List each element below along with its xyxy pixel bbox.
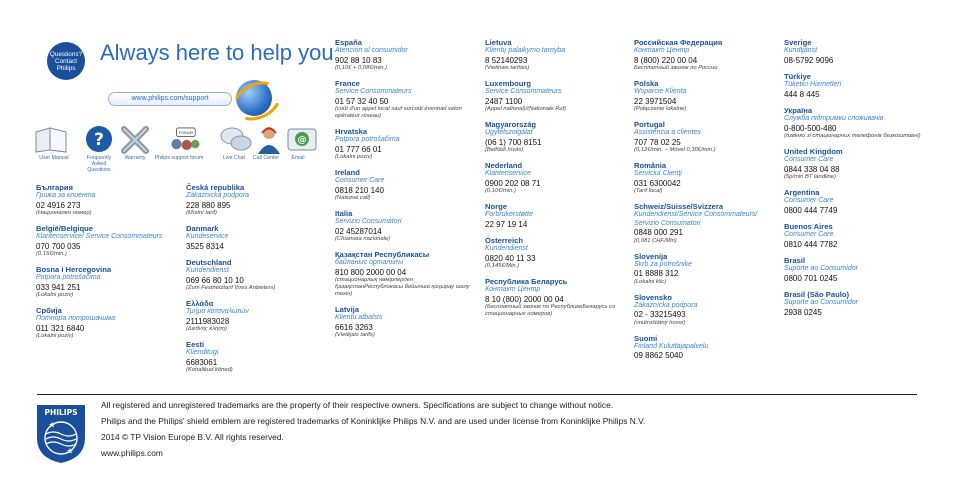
contact-entry bbox=[485, 79, 630, 113]
contact-entry bbox=[36, 265, 181, 299]
contact-entry bbox=[634, 79, 779, 113]
call-rate-note: (Lokalni poziv) bbox=[335, 154, 373, 160]
bubble-line-3: Philips bbox=[56, 64, 76, 72]
phone-number: 3525 8314 bbox=[186, 241, 224, 251]
service-name: Kundendienst bbox=[186, 267, 229, 274]
service-name: Τμήμα καταναλωτών bbox=[186, 308, 249, 315]
warranty-label: Warranty bbox=[124, 155, 146, 161]
phone-number: 0818 210 140 bbox=[335, 185, 384, 195]
country-name: België/Belgique bbox=[36, 224, 93, 233]
service-name: Kundendienst/Service Consommateurs/ Servizio Consumatori bbox=[634, 211, 758, 227]
call-rate-note: (Místní tarif) bbox=[186, 210, 217, 216]
country-name: Österreich bbox=[485, 236, 523, 245]
contact-entry bbox=[335, 38, 480, 72]
service-name: Forbrukerstøtte bbox=[485, 211, 533, 218]
country-name: România bbox=[634, 161, 667, 170]
contact-entry bbox=[784, 188, 929, 215]
call-center-icon[interactable] bbox=[252, 124, 286, 154]
legal-line-philips: Philips and the Philips' shield emblem are registered trademarks of Koninklijke Philips N.V. and are used under license from Koninklijke Philips N.V. bbox=[101, 416, 646, 427]
service-name: Finland Kuluttajapalvelu bbox=[634, 342, 709, 350]
phone-number: 22 97 19 14 bbox=[485, 219, 528, 229]
country-name: Brasil bbox=[784, 256, 806, 265]
country-name: Argentina bbox=[784, 188, 820, 197]
country-name: Республика Беларусь bbox=[485, 277, 568, 286]
faq-icon[interactable] bbox=[82, 124, 116, 154]
contact-entry bbox=[634, 293, 779, 327]
call-rate-note: (Połączenie lokalne) bbox=[634, 106, 687, 112]
phone-number: 0900 202 08 71 bbox=[485, 178, 541, 188]
country-name: Eesti bbox=[186, 340, 205, 349]
country-name: Danmark bbox=[186, 224, 219, 233]
contact-entry bbox=[784, 290, 929, 317]
call-rate-note: (Belföldi hívás) bbox=[485, 147, 524, 153]
service-name: Potpora potrošačima bbox=[335, 136, 400, 143]
country-name: France bbox=[335, 79, 360, 88]
phone-number: 01 777 66 01 bbox=[335, 144, 382, 154]
call-rate-note: (Zum Festnetztarif Ihres Anbieters) bbox=[186, 285, 276, 291]
svg-text:?: ? bbox=[94, 130, 104, 150]
phone-number: (06 1) 700 8151 bbox=[485, 137, 542, 147]
service-name: Kundeservice bbox=[186, 233, 229, 240]
contact-entry bbox=[335, 209, 480, 243]
country-name: Česká republika bbox=[186, 183, 245, 192]
service-name: Consumer Care bbox=[784, 231, 834, 238]
phone-number: 0844 338 04 88 bbox=[784, 164, 840, 174]
contact-entry bbox=[186, 258, 331, 292]
phone-number: 0820 40 11 33 bbox=[485, 253, 536, 263]
call-rate-note: (Lokalni klic) bbox=[634, 278, 667, 285]
phone-number: 02 4916 273 bbox=[36, 200, 81, 210]
country-name: Italia bbox=[335, 209, 353, 218]
forum-label: Philips support forum bbox=[154, 155, 204, 161]
footer-divider bbox=[37, 394, 917, 395]
service-name: Контакт Центр bbox=[634, 47, 690, 54]
contact-entry bbox=[485, 161, 630, 195]
call-rate-note: (Lokalni poziv) bbox=[36, 333, 74, 339]
live-chat-label: Live Chat bbox=[223, 155, 245, 161]
contact-entry bbox=[485, 277, 630, 318]
phone-number: 09 8862 5040 bbox=[634, 351, 683, 360]
call-rate-note: (стационарлық нөмірлерден ҚазақстанРеспубликасы бойынша қоңырау шалу тегін) bbox=[335, 277, 470, 297]
svg-text:@: @ bbox=[297, 135, 307, 146]
call-rate-note: (vnútroštátny hovor) bbox=[634, 319, 686, 326]
contact-entry bbox=[634, 252, 779, 286]
user-manual-icon[interactable] bbox=[34, 124, 68, 154]
contact-entry bbox=[335, 250, 480, 298]
country-name: Türkiye bbox=[784, 72, 812, 81]
service-name: Serviciul Clienţi bbox=[634, 170, 682, 177]
phone-number: 033 941 251 bbox=[36, 282, 81, 292]
call-rate-note: (Kohalikud kõned) bbox=[186, 367, 233, 373]
service-name: Контакт Центр bbox=[485, 286, 541, 293]
phone-number: 069 66 80 10 10 bbox=[186, 275, 244, 285]
service-name: Klantenservice/ Service Consommateurs bbox=[36, 233, 163, 240]
country-name: Србија bbox=[36, 306, 62, 315]
country-name: Polska bbox=[634, 79, 659, 88]
svg-text:FORUM: FORUM bbox=[178, 129, 193, 135]
call-rate-note: (0,10€/min.) bbox=[485, 188, 516, 194]
country-name: Luxembourg bbox=[485, 79, 531, 88]
service-name: Consumer Care bbox=[784, 156, 834, 163]
service-name: Klientu atbalsts bbox=[335, 314, 383, 321]
call-rate-note: (Chiamata nazionale) bbox=[335, 236, 391, 242]
country-name: Portugal bbox=[634, 120, 665, 129]
contact-entry bbox=[186, 224, 331, 251]
phone-number: 0848 000 291 bbox=[634, 228, 683, 237]
support-url-link[interactable]: www.philips.com/support bbox=[108, 92, 232, 106]
phone-number: 0800 701 0245 bbox=[784, 273, 838, 283]
call-rate-note: (Национален номер) bbox=[36, 210, 92, 216]
legal-line-trademarks: All registered and unregistered trademarks are the property of their respective owners. Specifications are subject to change without notice. bbox=[101, 400, 614, 410]
philips-shield-logo bbox=[34, 402, 88, 464]
phone-number: 810 800 2000 00 04 bbox=[335, 267, 407, 277]
phone-number: 011 321 6840 bbox=[36, 323, 85, 333]
phone-number: 2111983028 bbox=[186, 316, 230, 326]
phone-number: 6616 3263 bbox=[335, 322, 373, 332]
live-chat-icon[interactable] bbox=[219, 124, 253, 154]
footer-website-link[interactable]: www.philips.com bbox=[101, 448, 163, 459]
call-rate-note: (coût d'un appel local sauf surcoût éventuel selon opérateur réseau) bbox=[335, 106, 462, 119]
service-name: Suporte ao Consumidor bbox=[784, 265, 858, 272]
service-name: Грижа за клиента bbox=[36, 192, 96, 199]
country-name: Қазақстан Республикасы bbox=[335, 250, 430, 259]
service-name: Zákaznická podpora bbox=[186, 192, 250, 199]
phone-number: 902 88 10 83 bbox=[335, 55, 382, 65]
contact-entry bbox=[485, 120, 630, 154]
phone-number: 8 10 (800) 2000 00 04 bbox=[485, 294, 564, 304]
service-name: Klantenservice bbox=[485, 170, 531, 177]
contact-entry bbox=[634, 120, 779, 154]
country-name: Magyarország bbox=[485, 120, 537, 129]
contact-entry bbox=[485, 236, 630, 270]
call-rate-note: (National call) bbox=[335, 195, 371, 201]
country-name: Україна bbox=[784, 106, 813, 115]
country-name: Lietuva bbox=[485, 38, 512, 47]
contact-entry bbox=[784, 222, 929, 249]
contact-entry bbox=[485, 38, 630, 72]
country-name: Ελλάδα bbox=[186, 299, 214, 308]
contact-column bbox=[186, 183, 331, 381]
phone-number: 02 - 33215493 bbox=[634, 310, 686, 319]
contact-entry bbox=[335, 79, 480, 120]
service-name: Assistência a clientes bbox=[634, 129, 701, 136]
service-name: Suporte ao Consumidor bbox=[784, 299, 858, 306]
email-label: Email bbox=[291, 155, 305, 161]
phone-number: 01 57 32 40 50 bbox=[335, 96, 389, 106]
contact-entry bbox=[634, 161, 779, 195]
email-icon[interactable] bbox=[285, 124, 319, 154]
phone-number: 2487 1100 bbox=[485, 96, 523, 106]
service-name: Wsparcie Klienta bbox=[634, 88, 687, 95]
bubble-line-2: Contact bbox=[54, 57, 78, 65]
service-name: Consumer Care bbox=[784, 197, 834, 204]
phone-number: 031 6300042 bbox=[634, 178, 681, 188]
country-name: Sverige bbox=[784, 38, 812, 47]
call-rate-note: (Tarif local) bbox=[634, 188, 663, 194]
country-name: Schweiz/Suisse/Svizzera bbox=[634, 202, 724, 211]
contact-column bbox=[36, 183, 181, 347]
service-name: Potpora potrošačima bbox=[36, 274, 101, 281]
phone-number: 08-5792 9096 bbox=[784, 55, 834, 65]
phone-number: 0-800-500-480 bbox=[784, 123, 837, 133]
country-name: Brasil (São Paulo) bbox=[784, 290, 849, 299]
faq-label: Frequently Asked Questions bbox=[86, 155, 112, 173]
contact-entry bbox=[784, 72, 929, 99]
page-title: Always here to help you bbox=[100, 40, 334, 65]
country-name: Deutschland bbox=[186, 258, 232, 267]
phone-number: 228 880 895 bbox=[186, 200, 231, 210]
call-rate-note: Бесплатный звонок по России bbox=[634, 65, 718, 71]
service-name: Tüketici Hizmetleri bbox=[784, 81, 842, 88]
globe-orbit-icon bbox=[227, 74, 288, 128]
contact-entry bbox=[784, 106, 929, 140]
contact-column bbox=[335, 38, 480, 346]
country-name: Bosna i Hercegovina bbox=[36, 265, 112, 274]
contact-entry bbox=[634, 334, 779, 361]
country-name: Latvija bbox=[335, 305, 360, 314]
country-name: България bbox=[36, 183, 73, 192]
service-name: Klientų palaikymo tarnyba bbox=[485, 47, 566, 54]
service-name: Klienditugi bbox=[186, 349, 219, 356]
call-rate-note: (0,145€/Min.) bbox=[485, 263, 520, 269]
call-rate-note: (0,12€/min. – Móvel 0,30€/min.) bbox=[634, 147, 716, 153]
call-rate-note: (дзвінки зі стаціонарних телефонів безкоштовні) bbox=[784, 133, 921, 139]
contact-column bbox=[485, 38, 630, 325]
call-rate-note: (Vietējais tarifs) bbox=[335, 332, 375, 338]
country-name: Ireland bbox=[335, 168, 360, 177]
call-center-label: Call Center bbox=[253, 155, 279, 161]
service-name: Skrb za potrošnike bbox=[634, 260, 692, 268]
service-name: Consumer Care bbox=[335, 177, 385, 184]
phone-number: 070 700 035 bbox=[36, 241, 81, 251]
contact-entry bbox=[36, 306, 181, 340]
call-rate-note: (Vietinais tarifais) bbox=[485, 65, 530, 71]
service-name: байланыс орталығы bbox=[335, 259, 404, 266]
call-rate-note: (5p/min BT landline) bbox=[784, 174, 836, 180]
phone-number: 0800 444 7749 bbox=[784, 205, 838, 215]
contact-entry bbox=[634, 202, 779, 245]
country-name: Hrvatska bbox=[335, 127, 368, 136]
contact-entry bbox=[784, 38, 929, 65]
contact-entry bbox=[335, 305, 480, 339]
call-rate-note: (Appel national)/(Nationale Ruf) bbox=[485, 106, 567, 112]
call-rate-note: (Lokalni poziv) bbox=[36, 292, 74, 298]
contact-entry bbox=[784, 147, 929, 181]
country-name: Slovenija bbox=[634, 251, 668, 261]
country-name: Norge bbox=[485, 202, 507, 211]
country-name: Российская Федерация bbox=[634, 38, 723, 47]
warranty-icon[interactable] bbox=[118, 124, 152, 154]
call-rate-note: (бесплатный звонок по РеспубликеБеларусь со стационарных номеров) bbox=[485, 304, 616, 317]
service-name: Zákaznícka podpora bbox=[634, 301, 698, 309]
phone-number: 01 8888 312 bbox=[634, 269, 679, 278]
contact-entry bbox=[335, 127, 480, 161]
contact-entry bbox=[335, 168, 480, 202]
phone-number: 707 78 02 25 bbox=[634, 137, 681, 147]
phone-number: 6683061 bbox=[186, 357, 218, 367]
service-name: Потпора потрошачима bbox=[36, 315, 115, 322]
service-name: Служба підтримки споживачів bbox=[784, 115, 884, 122]
phone-number: 8 (800) 220 00 04 bbox=[634, 55, 698, 65]
phone-number: 22 3971504 bbox=[634, 96, 677, 106]
contact-entry bbox=[36, 224, 181, 258]
service-name: Servizio Consumatori bbox=[335, 218, 402, 225]
philips-wordmark: PHILIPS bbox=[44, 408, 78, 417]
call-rate-note: (0,15€/min.) bbox=[36, 251, 67, 257]
contact-entry bbox=[485, 202, 630, 229]
contact-entry bbox=[186, 340, 331, 374]
call-rate-note: (0,081 CHF/Min) bbox=[634, 237, 677, 244]
contact-column bbox=[784, 38, 929, 324]
contact-entry bbox=[36, 183, 181, 217]
phone-number: 444 8 445 bbox=[784, 89, 820, 99]
phone-number: 8 52140293 bbox=[485, 55, 528, 65]
call-rate-note: (Διεθνής κλήση) bbox=[186, 326, 227, 332]
service-name: Service Consommateurs bbox=[485, 88, 562, 95]
contact-entry bbox=[186, 183, 331, 217]
service-name: Kundtjänst bbox=[784, 47, 818, 54]
legal-notice bbox=[101, 401, 901, 465]
country-name: España bbox=[335, 38, 363, 47]
questions-bubble bbox=[47, 42, 85, 80]
country-name: Suomi bbox=[634, 333, 658, 343]
country-name: Buenos Aires bbox=[784, 222, 833, 231]
phone-number: 02 45287014 bbox=[335, 226, 382, 236]
country-name: Slovensko bbox=[634, 292, 672, 302]
forum-icon[interactable] bbox=[168, 124, 202, 154]
service-name: Atención al consumidor bbox=[335, 47, 408, 54]
phone-number: 0810 444 7782 bbox=[784, 239, 838, 249]
legal-line-copyright: 2014 © TP Vision Europe B.V. All rights reserved. bbox=[101, 432, 284, 443]
phone-number: 2938 0245 bbox=[784, 307, 822, 317]
contact-entry bbox=[784, 256, 929, 283]
service-name: Ügyfélszolgálat bbox=[485, 129, 533, 136]
user-manual-label: User Manual bbox=[39, 155, 69, 161]
bubble-line-1: Questions? bbox=[49, 50, 83, 58]
call-rate-note: (0,10€ + 0,08€/min.) bbox=[335, 65, 388, 71]
country-name: Nederland bbox=[485, 161, 523, 170]
service-name: Service Consommateurs bbox=[335, 88, 412, 95]
contact-entry bbox=[634, 38, 779, 72]
contact-column bbox=[634, 38, 779, 368]
country-name: United Kingdom bbox=[784, 147, 843, 156]
contact-entry bbox=[186, 299, 331, 333]
service-name: Kundendienst bbox=[485, 245, 528, 252]
